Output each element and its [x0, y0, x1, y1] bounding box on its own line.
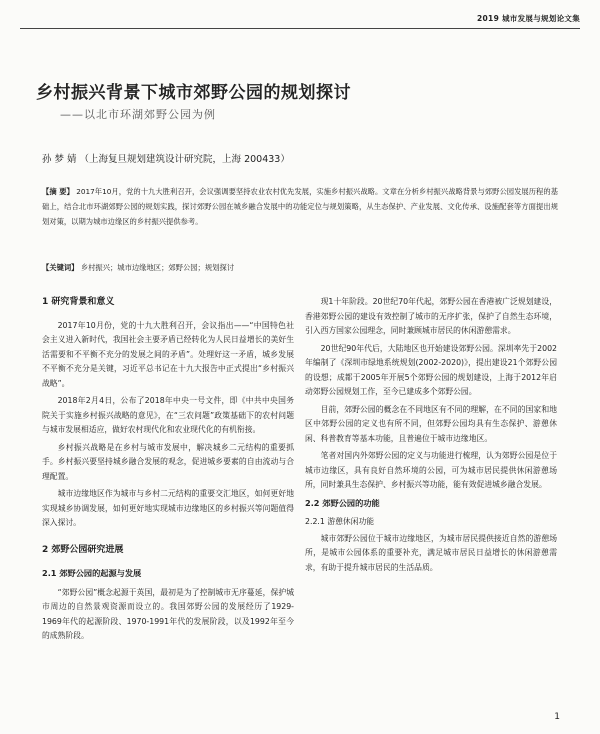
- paragraph: 20世纪90年代后，大陆地区也开始建设郊野公园。深圳率先于2002年编制了《深圳市绿地系统规划(2002-2020)》，提出建设21个郊野公园的设想；成都于2005年开展5个郊野公园的规划建设，上海于2012年启动郊野公园规划工作，至今已建成多个郊野公园。: [305, 343, 557, 396]
- left-column: [42, 295, 294, 647]
- page-number: 1: [554, 712, 560, 722]
- header-rule: [20, 28, 580, 29]
- paragraph: 2018年2月4日，公布了2018年中央一号文件，即《中共中央国务院关于实施乡村振兴战略的意见》，在“三农问题”政策基础下的农村问题与城市发展相适应，做好农村现代化和农业现代化的有机衔接。: [42, 396, 294, 434]
- paragraph: 笔者对国内外郊野公园的定义与功能进行梳理，认为郊野公园是位于城市边缘区，具有良好自然环境的公园，可为城市居民提供休闲游憩场所，同时兼具生态保护、乡村振兴等功能，能有效促进城乡融合发展。: [305, 451, 557, 489]
- keywords: [42, 263, 558, 273]
- paragraph: 乡村振兴战略是在乡村与城市发展中，解决城乡二元结构的重要抓手。乡村振兴要坚持城乡融合发展的观念，促进城乡要素的自由流动与合理配置。: [42, 442, 294, 481]
- abstract-text: 2017年10月，党的十九大胜利召开，会议强调要坚持农业农村优先发展，实施乡村振兴战略。文章在分析乡村振兴战略背景与郊野公园发展历程的基础上，结合北市环湖郊野公园的规划实践，探讨郊野公园在城乡融合发展中的功能定位与规划策略，从生态保护、产业发展、文化传承、设施配套等方面提出规划对策，以期为城市边缘区的乡村振兴提供参考。: [42, 187, 558, 226]
- paragraph: 现1十年阶段。20世纪70年代起，郊野公园在香港被广泛规划建设，香港郊野公园的建设有效控制了城市的无序扩张，保护了自然生态环境，引入西方国家公园理念，同时兼顾城市居民的休闲游憩需求。: [305, 297, 557, 335]
- keywords-label: 【关键词】: [42, 263, 79, 272]
- paper-title: 乡村振兴背景下城市郊野公园的规划探讨: [36, 83, 351, 103]
- paper-subtitle: ——以北市环湖郊野公园为例: [60, 108, 216, 121]
- section-heading-1: 1 研究背景和意义: [42, 297, 115, 307]
- paragraph: “郊野公园”概念起源于英国，最初是为了控制城市无序蔓延，保护城市周边的自然景观资源而设立的。我国郊野公园的发展经历了1929-1969年代的起源阶段、1970-1991年代的发展阶段，以及1992年至今的成熟阶段。: [42, 587, 294, 640]
- paragraph: 城市边缘地区作为城市与乡村二元结构的重要交汇地区，如何更好地实现城乡协调发展，如何更好地实现城市边缘地区的乡村振兴等问题值得深入探讨。: [42, 489, 294, 527]
- section-heading-2: 2 郊野公园研究进展: [42, 544, 124, 555]
- author-line: 孙 梦 婧 （上海复旦规划建筑设计研究院，上海 200433）: [42, 154, 290, 165]
- abstract: [42, 184, 558, 229]
- paragraph: 2017年10月份，党的十九大胜利召开，会议指出——“中国特色社会主义进入新时代，我国社会主要矛盾已经转化为人民日益增长的美好生活需要和不平衡不充分的发展之间的矛盾”。处理好这一矛盾，城乡发展不平衡不充分是关键，习近平总书记在十九大报告中正式提出“乡村振兴战略”。: [42, 320, 294, 388]
- right-column: [305, 295, 557, 578]
- abstract-label: 【摘 要】: [42, 187, 74, 196]
- keywords-text: 乡村振兴；城市边缘地区；郊野公园；规划探讨: [80, 263, 235, 272]
- subsubsection-heading-2-2-1: 2.2.1 游憩休闲功能: [305, 517, 375, 526]
- subsection-heading-2-2: 2.2 郊野公园的功能: [305, 497, 380, 508]
- running-header: 2019 城市发展与规划论文集: [477, 14, 580, 23]
- subsection-heading-2-1: 2.1 郊野公园的起源与发展: [42, 568, 142, 578]
- paragraph: 城市郊野公园位于城市边缘地区，为城市居民提供接近自然的游憩场所，是城市公园体系的重要补充，满足城市居民日益增长的休闲游憩需求，有助于提升城市居民的生活品质。: [305, 533, 557, 572]
- paragraph: 目前，郊野公园的概念在不同地区有不同的理解，在不同的国家和地区中郊野公园的定义也有所不同，但郊野公园均具有生态保护、游憩休闲、科普教育等基本功能，且普遍位于城市边缘地区。: [305, 404, 557, 443]
